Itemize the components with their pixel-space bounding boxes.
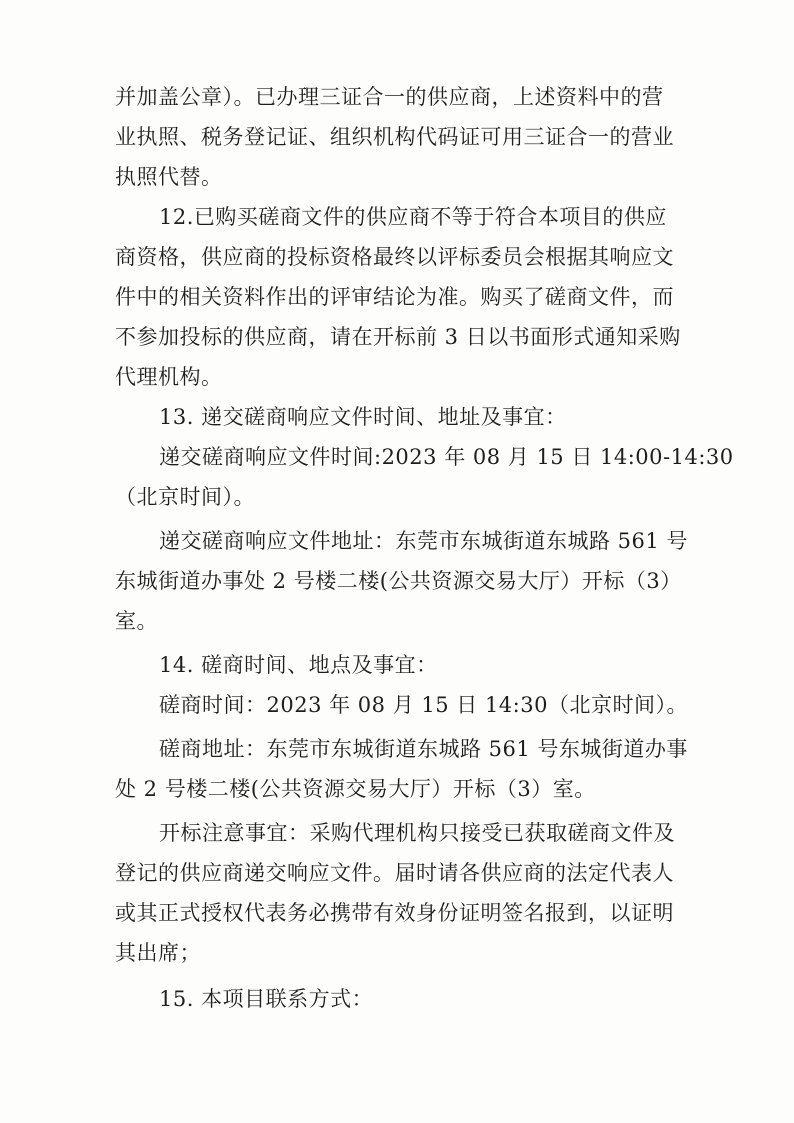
text-line: 其出席； — [115, 941, 201, 965]
text-line: 件中的相关资料作出的评审结论为准。购买了磋商文件，而 — [115, 285, 674, 309]
item-15-heading: 15. 本项目联系方式： — [159, 987, 374, 1011]
text-line: 或其正式授权代表务必携带有效身份证明签名报到，以证明 — [115, 901, 674, 925]
text-line: 代理机构。 — [115, 365, 223, 389]
opening-notes: 开标注意事宜：采购代理机构只接受已获取磋商文件及 — [159, 821, 675, 845]
text-line: 业执照、税务登记证、组织机构代码证可用三证合一的营业 — [115, 125, 674, 149]
item-12-heading: 12.已购买磋商文件的供应商不等于符合本项目的供应 — [159, 205, 667, 229]
consultation-time: 磋商时间：2023 年 08 月 15 日 14:30（北京时间）。 — [159, 693, 688, 717]
text-line: 不参加投标的供应商，请在开标前 3 日以书面形式通知采购 — [115, 325, 681, 349]
submission-address: 递交磋商响应文件地址：东莞市东城街道东城路 561 号 — [159, 529, 688, 553]
text-line: 执照代替。 — [115, 165, 223, 189]
consultation-address: 磋商地址：东莞市东城街道东城路 561 号东城街道办事 — [159, 737, 688, 761]
text-line: 东城街道办事处 2 号楼二楼(公共资源交易大厅）开标（3） — [115, 569, 682, 593]
text-line: 登记的供应商递交响应文件。届时请各供应商的法定代表人 — [115, 861, 674, 885]
text-line: 室。 — [115, 609, 158, 633]
submission-time: 递交磋商响应文件时间:2023 年 08 月 15 日 14:00-14:30 — [159, 445, 734, 469]
item-14-heading: 14. 磋商时间、地点及事宜： — [159, 653, 438, 677]
text-line: 商资格，供应商的投标资格最终以评标委员会根据其响应文 — [115, 245, 674, 269]
text-line: （北京时间）。 — [115, 485, 255, 509]
document-body — [115, 77, 734, 1019]
item-13-heading: 13. 递交磋商响应文件时间、地址及事宜： — [159, 405, 567, 429]
text-line: 并加盖公章）。已办理三证合一的供应商，上述资料中的营 — [115, 85, 664, 109]
text-line: 处 2 号楼二楼(公共资源交易大厅）开标（3）室。 — [115, 777, 596, 801]
